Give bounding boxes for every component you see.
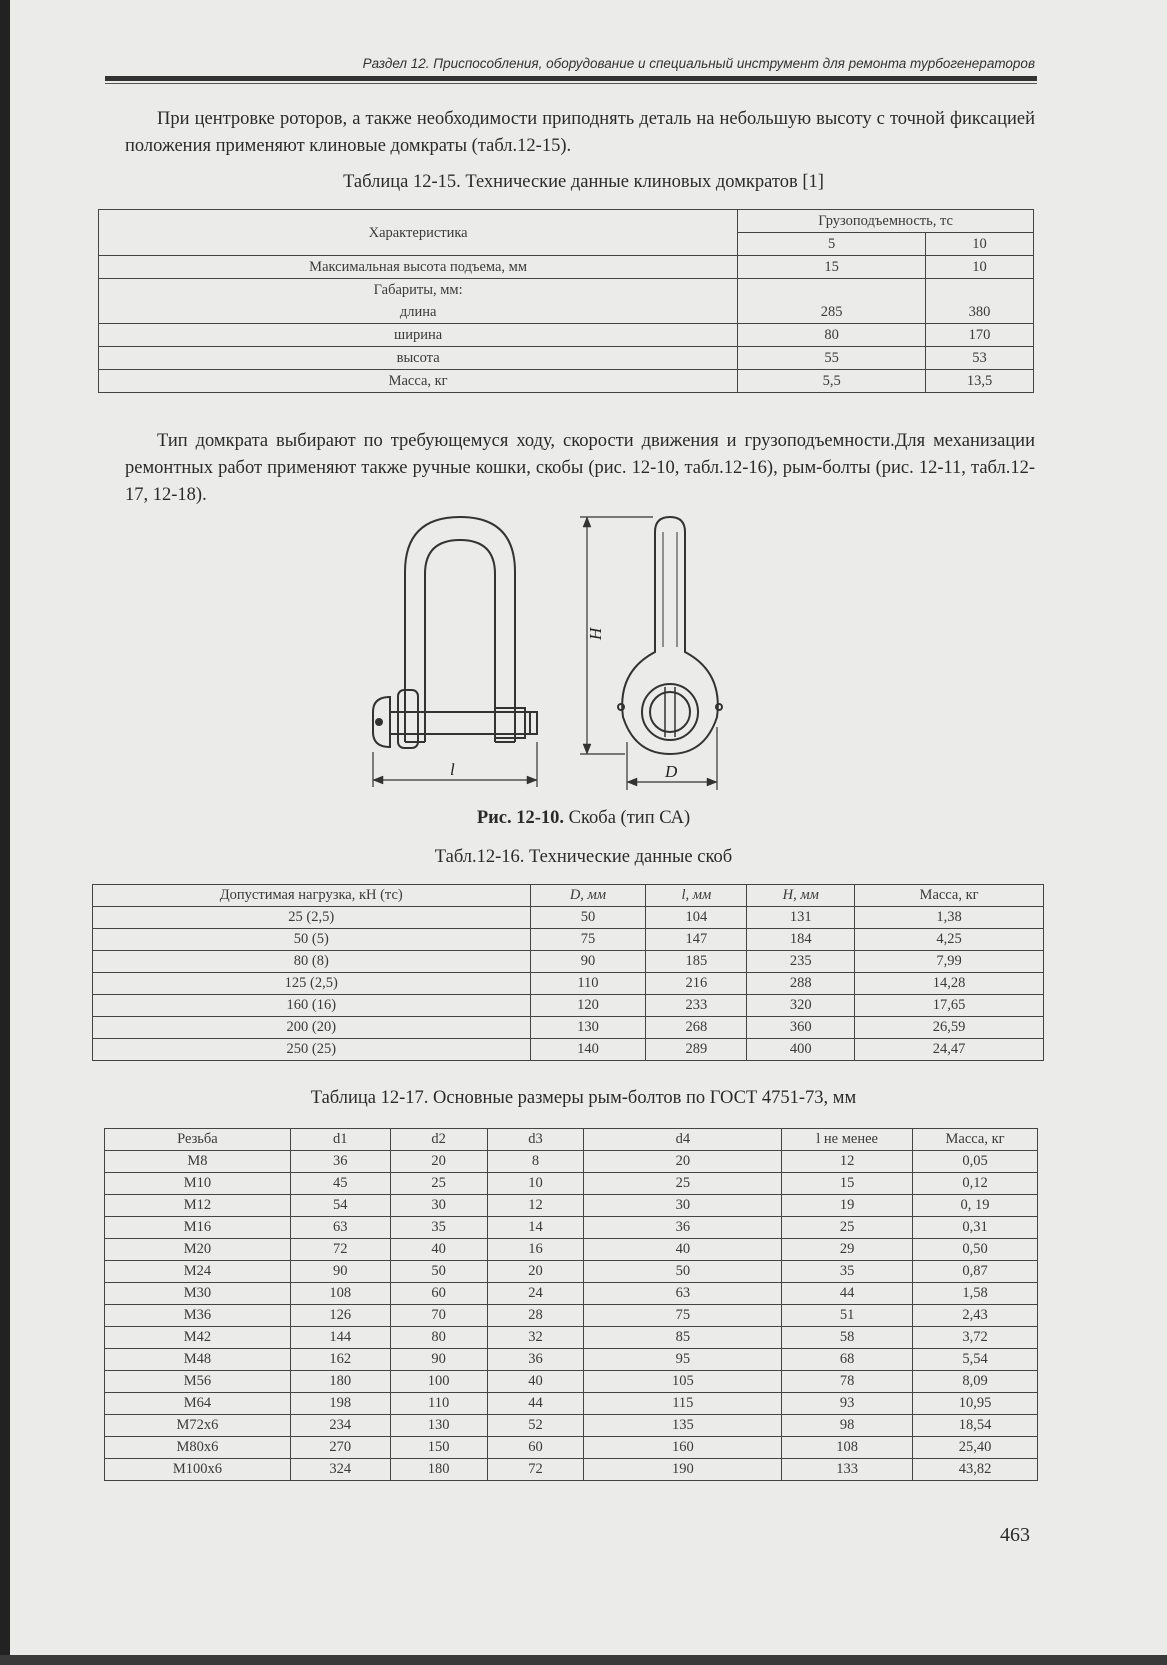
table-cell: 44 [782, 1283, 913, 1305]
table-row [105, 1305, 1038, 1327]
table-cell: 2,43 [913, 1305, 1038, 1327]
table-cell: 8,09 [913, 1371, 1038, 1393]
table-cell: 35 [782, 1261, 913, 1283]
cell: 55 [738, 347, 926, 370]
book-spine-shadow [0, 0, 10, 1665]
cell: 10 [926, 256, 1034, 279]
row-label: высота [99, 347, 738, 370]
table-cell: 78 [782, 1371, 913, 1393]
col-header: Масса, кг [855, 885, 1044, 907]
table-cell: 360 [747, 1017, 855, 1039]
table-row [105, 1393, 1038, 1415]
table-cell: 105 [584, 1371, 782, 1393]
table-row [105, 1459, 1038, 1481]
figure-caption [0, 808, 1167, 829]
table-cell: 250 (25) [93, 1039, 531, 1061]
table-cell: 25,40 [913, 1437, 1038, 1459]
table-cell: 4,25 [855, 929, 1044, 951]
cell: 15 [738, 256, 926, 279]
table-cell: M8 [105, 1151, 291, 1173]
table-cell: 100 [390, 1371, 487, 1393]
table-cell: 110 [390, 1393, 487, 1415]
table-row [105, 1217, 1038, 1239]
cell: 5,5 [738, 370, 926, 393]
col-header: D, мм [530, 885, 646, 907]
shackle-drawing [365, 512, 785, 797]
intro-paragraph: При центровке роторов, а также необходимости приподнять деталь на небольшую высоту с точной фиксацией положения применяют клиновые домкраты (табл.12-15). [125, 109, 1035, 156]
shackle-bow-outer [405, 517, 515, 702]
table-cell: 98 [782, 1415, 913, 1437]
table-cell: 20 [487, 1261, 584, 1283]
cell: 80 [738, 324, 926, 347]
table-cell: M20 [105, 1239, 291, 1261]
table-cell: M24 [105, 1261, 291, 1283]
table-cell: 85 [584, 1327, 782, 1349]
table-cell: 108 [782, 1437, 913, 1459]
table-cell: 43,82 [913, 1459, 1038, 1481]
table-row [93, 1017, 1044, 1039]
table-cell: 50 [584, 1261, 782, 1283]
table-row [105, 1437, 1038, 1459]
table-cell: 160 [584, 1437, 782, 1459]
table-cell: 14,28 [855, 973, 1044, 995]
table-cell: 60 [487, 1437, 584, 1459]
table-cell: 25 (2,5) [93, 907, 531, 929]
table-cell: 140 [530, 1039, 646, 1061]
table-row [99, 279, 1034, 324]
table-cell: 268 [646, 1017, 747, 1039]
table-12-16-caption: Табл.12-16. Технические данные скоб [434, 847, 733, 867]
col-header: l, мм [646, 885, 747, 907]
table-row [99, 347, 1034, 370]
length-label: длина [399, 304, 437, 320]
table-cell: 1,58 [913, 1283, 1038, 1305]
table-cell: 75 [584, 1305, 782, 1327]
header-rule [105, 76, 1037, 81]
table-cell: 0,87 [913, 1261, 1038, 1283]
table-cell: 125 (2,5) [93, 973, 531, 995]
table-cell: 135 [584, 1415, 782, 1437]
table-cell: M30 [105, 1283, 291, 1305]
table-cell: 180 [290, 1371, 390, 1393]
table-cell: 180 [390, 1459, 487, 1481]
table-cell: 51 [782, 1305, 913, 1327]
figure-number: Рис. 12-10. [476, 808, 565, 828]
table-cell: 58 [782, 1327, 913, 1349]
table-cell: M80x6 [105, 1437, 291, 1459]
table-cell: 0,31 [913, 1217, 1038, 1239]
table-cell: 150 [390, 1437, 487, 1459]
col-header: d4 [584, 1129, 782, 1151]
table-row [105, 1415, 1038, 1437]
table-cell: 15 [782, 1173, 913, 1195]
table-cell: 90 [390, 1349, 487, 1371]
table-cell: 12 [487, 1195, 584, 1217]
table-cell: M100x6 [105, 1459, 291, 1481]
table-cell: M72x6 [105, 1415, 291, 1437]
table-row [93, 973, 1044, 995]
table-row [105, 1261, 1038, 1283]
table-cell: 20 [390, 1151, 487, 1173]
row-label: Масса, кг [99, 370, 738, 393]
table-cell: 198 [290, 1393, 390, 1415]
table-cell: 25 [782, 1217, 913, 1239]
table-cell: 115 [584, 1393, 782, 1415]
table-cell: 10,95 [913, 1393, 1038, 1415]
table-cell: 44 [487, 1393, 584, 1415]
header-capacity: Грузоподъемность, тс [738, 210, 1034, 233]
table-cell: 400 [747, 1039, 855, 1061]
col-header: Резьба [105, 1129, 291, 1151]
table-row [99, 370, 1034, 393]
table-row [105, 1151, 1038, 1173]
table-12-16 [92, 884, 1044, 1061]
table-cell: 45 [290, 1173, 390, 1195]
table-cell: 68 [782, 1349, 913, 1371]
table-cell: 52 [487, 1415, 584, 1437]
row-label: ширина [99, 324, 738, 347]
cell: 170 [926, 324, 1034, 347]
table-cell: 16 [487, 1239, 584, 1261]
table-cell: 0,05 [913, 1151, 1038, 1173]
table-row [99, 324, 1034, 347]
table-cell: 32 [487, 1327, 584, 1349]
table-cell: 90 [530, 951, 646, 973]
table-cell: M10 [105, 1173, 291, 1195]
table-cell: 40 [487, 1371, 584, 1393]
table-row [105, 1327, 1038, 1349]
table-cell: 25 [390, 1173, 487, 1195]
shackle-bow-inner [425, 540, 495, 702]
table-cell: 270 [290, 1437, 390, 1459]
col-header: d2 [390, 1129, 487, 1151]
dimension-label-d: D [665, 762, 678, 781]
second-paragraph: Тип домкрата выбирают по требующемуся ходу, скорости движения и грузоподъемности.Для механизации ремонтных работ применяют также ручные кошки, скобы (рис. 12-10, табл.12-16), рым-болты (рис. 12-11, табл.12-17, 12-18). [125, 431, 1035, 505]
table-cell: 50 (5) [93, 929, 531, 951]
table-cell: 184 [747, 929, 855, 951]
capacity-5: 5 [738, 233, 926, 256]
row-label: Максимальная высота подъема, мм [99, 256, 738, 279]
table-cell: 80 (8) [93, 951, 531, 973]
table-cell: 190 [584, 1459, 782, 1481]
dimension-label-l: l [450, 760, 455, 779]
table-cell: 7,99 [855, 951, 1044, 973]
table-row [93, 929, 1044, 951]
table-row [105, 1371, 1038, 1393]
row-label [99, 279, 738, 324]
table-cell: 60 [390, 1283, 487, 1305]
dimension-label-h: H [586, 627, 605, 640]
table-cell: 14 [487, 1217, 584, 1239]
table-cell: 0,12 [913, 1173, 1038, 1195]
table-cell: 80 [390, 1327, 487, 1349]
table-cell: 185 [646, 951, 747, 973]
table-cell: 90 [290, 1261, 390, 1283]
col-header: Масса, кг [913, 1129, 1038, 1151]
table-cell: 20 [584, 1151, 782, 1173]
table-cell: 144 [290, 1327, 390, 1349]
table-cell: 30 [390, 1195, 487, 1217]
table-cell: 3,72 [913, 1327, 1038, 1349]
table-cell: 54 [290, 1195, 390, 1217]
table-cell: 93 [782, 1393, 913, 1415]
table-12-15-caption: Таблица 12-15. Технические данные клиновых домкратов [1] [343, 172, 824, 192]
table-cell: 29 [782, 1239, 913, 1261]
col-header: d1 [290, 1129, 390, 1151]
table-cell: M56 [105, 1371, 291, 1393]
table-cell: 19 [782, 1195, 913, 1217]
dimensions-label: Габариты, мм: [373, 282, 463, 298]
table-cell: M12 [105, 1195, 291, 1217]
table-row [93, 951, 1044, 973]
table-cell: 320 [747, 995, 855, 1017]
table-cell: 289 [646, 1039, 747, 1061]
table-row [93, 995, 1044, 1017]
table-row [105, 1173, 1038, 1195]
cell: 53 [926, 347, 1034, 370]
table-cell: 12 [782, 1151, 913, 1173]
table-cell: 126 [290, 1305, 390, 1327]
table-cell: 120 [530, 995, 646, 1017]
cell: 285 [738, 279, 926, 324]
table-cell: 162 [290, 1349, 390, 1371]
table-cell: 18,54 [913, 1415, 1038, 1437]
table-row [105, 1239, 1038, 1261]
table-cell: 110 [530, 973, 646, 995]
table-cell: 104 [646, 907, 747, 929]
table-cell: 216 [646, 973, 747, 995]
table-cell: 0, 19 [913, 1195, 1038, 1217]
cell: 13,5 [926, 370, 1034, 393]
table-cell: 17,65 [855, 995, 1044, 1017]
header-rule-thin [105, 83, 1037, 84]
table-row [99, 256, 1034, 279]
table-cell: 133 [782, 1459, 913, 1481]
table-cell: 50 [530, 907, 646, 929]
col-header: Допустимая нагрузка, кН (тс) [93, 885, 531, 907]
table-cell: 70 [390, 1305, 487, 1327]
running-header: Раздел 12. Приспособления, оборудование и специальный инструмент для ремонта турбогенераторов [362, 56, 1035, 71]
table-cell: 147 [646, 929, 747, 951]
table-cell: 10 [487, 1173, 584, 1195]
table-cell: 50 [390, 1261, 487, 1283]
table-cell: 30 [584, 1195, 782, 1217]
table-cell: 24 [487, 1283, 584, 1305]
table-row [93, 1039, 1044, 1061]
header-characteristic: Характеристика [99, 210, 738, 256]
table-cell: 8 [487, 1151, 584, 1173]
col-header: l не менее [782, 1129, 913, 1151]
table-cell: 72 [290, 1239, 390, 1261]
table-cell: 40 [584, 1239, 782, 1261]
table-cell: 40 [390, 1239, 487, 1261]
cell: 380 [926, 279, 1034, 324]
figure-title: Скоба (тип СА) [564, 808, 691, 828]
table-cell: M16 [105, 1217, 291, 1239]
page-number: 463 [1000, 1524, 1030, 1546]
table-cell: 233 [646, 995, 747, 1017]
table-cell: 235 [747, 951, 855, 973]
table-cell: 234 [290, 1415, 390, 1437]
table-cell: 25 [584, 1173, 782, 1195]
table-cell: 131 [747, 907, 855, 929]
table-cell: 24,47 [855, 1039, 1044, 1061]
pin-body [390, 712, 530, 734]
col-header: d3 [487, 1129, 584, 1151]
table-cell: 63 [290, 1217, 390, 1239]
table-cell: M48 [105, 1349, 291, 1371]
table-cell: 0,50 [913, 1239, 1038, 1261]
table-cell: M36 [105, 1305, 291, 1327]
table-cell: 95 [584, 1349, 782, 1371]
table-cell: 63 [584, 1283, 782, 1305]
page-bottom-edge [0, 1655, 1167, 1665]
table-cell: 36 [487, 1349, 584, 1371]
table-row [105, 1195, 1038, 1217]
table-12-17 [104, 1128, 1038, 1481]
table-cell: 26,59 [855, 1017, 1044, 1039]
table-cell: 200 (20) [93, 1017, 531, 1039]
table-12-15 [98, 209, 1034, 393]
table-cell: 72 [487, 1459, 584, 1481]
table-row [93, 907, 1044, 929]
table-cell: 324 [290, 1459, 390, 1481]
table-cell: 1,38 [855, 907, 1044, 929]
table-cell: 160 (16) [93, 995, 531, 1017]
table-cell: 28 [487, 1305, 584, 1327]
table-cell: 5,54 [913, 1349, 1038, 1371]
table-cell: 108 [290, 1283, 390, 1305]
table-row [105, 1283, 1038, 1305]
table-cell: M64 [105, 1393, 291, 1415]
shackle-side-outline [622, 517, 718, 754]
table-cell: 288 [747, 973, 855, 995]
table-cell: 130 [530, 1017, 646, 1039]
table-row [105, 1349, 1038, 1371]
col-header: H, мм [747, 885, 855, 907]
table-12-17-caption: Таблица 12-17. Основные размеры рым-болтов по ГОСТ 4751-73, мм [310, 1088, 857, 1108]
table-cell: 130 [390, 1415, 487, 1437]
table-cell: M42 [105, 1327, 291, 1349]
table-cell: 36 [584, 1217, 782, 1239]
capacity-10: 10 [926, 233, 1034, 256]
table-cell: 75 [530, 929, 646, 951]
table-cell: 35 [390, 1217, 487, 1239]
table-cell: 36 [290, 1151, 390, 1173]
